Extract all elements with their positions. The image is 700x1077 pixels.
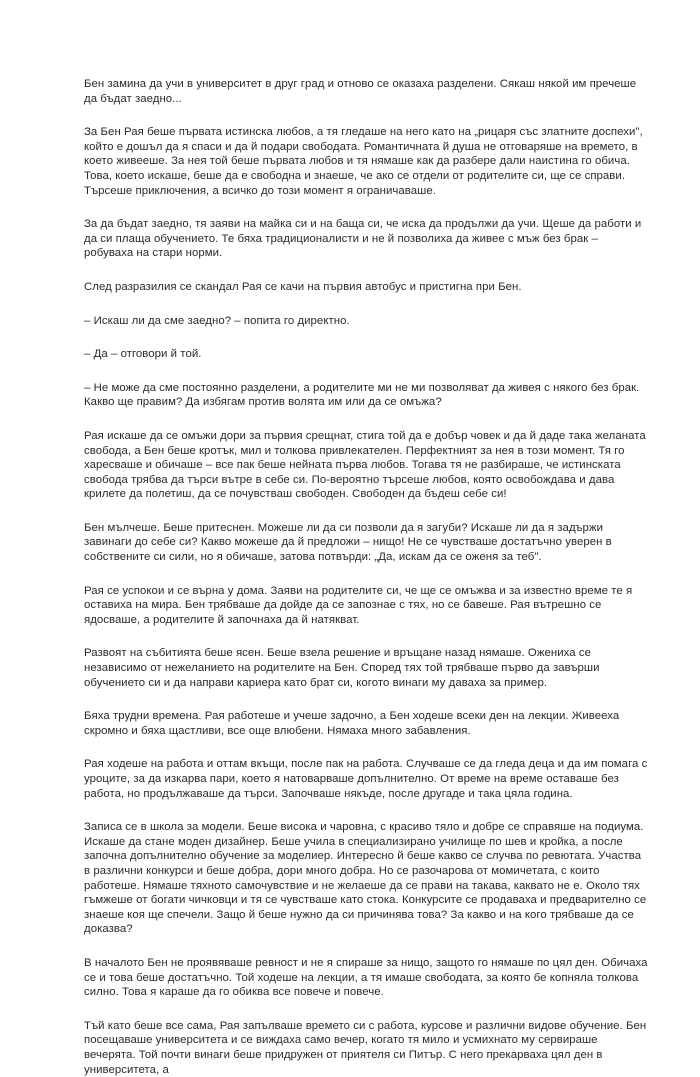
paragraph: За да бъдат заедно, тя заяви на майка си и на баща си, че иска да продължи да учи. Щеше да работи и да си плаща обучението. Те бяха традиционалисти и не й позволиха да живее с мъж без брак – робуваха на стари норми. — [84, 218, 642, 260]
paragraph: Рая се успокои и се върна у дома. Заяви на родителите си, че ще се омъжва и за известно време те я оставиха на мира. Бен трябваше да дойде да се запознае с тях, но се бавеше. Рая вътрешно се ядосваше, а родителите й започнаха да й натякват. — [84, 584, 633, 626]
paragraph: Рая ходеше на работа и оттам вкъщи, после пак на работа. Случваше се да гледа деца и да им помага с уроците, за да изкарва пари, което я натоварваше допълнително. От време на време оставаше без работа, но продължаваше да търси. Започваше някъде, после другаде и така цяла година. — [84, 758, 648, 800]
dialogue-line: – Не може да сме постоянно разделени, а родителите ми не ми позволяват да живея с някого без брак. Какво ще правим? Да избягам против волята им или да се омъжа? — [84, 381, 640, 409]
paragraph: Рая искаше да се омъжи дори за първия срещнат, стига той да е добър човек и да й даде така желаната свобода, а Бен беше кротък, мил и толкова привлекателен. Перфектният за нея в този момент. Тя го харесваше и обичаше – все пак беше нейната първа любов. Тогава тя не разбираше, че истинската свобода трябва да търси вътре в себе си. По-вероятно търсеше любов, която освобождава и дава крилете да полетиш, да се почувстваш свободен. Свободен да бъдеш себе си! — [84, 429, 646, 501]
paragraph: След разразилия се скандал Рая се качи на първия автобус и пристигна при Бен. — [84, 280, 522, 293]
dialogue-line: – Да – отговори й той. — [84, 348, 202, 361]
paragraph: Записа се в школа за модели. Беше висока и чаровна, с красиво тяло и добре се справяше на подиума. Искаше да стане моден дизайнер. Беше учила в специализирано училище по шев и кройка, а после започна допълнително обучение за моделиер. Интересно й беше какво се случва по ревютата. Участва в различни конкурси и беше добра, дори много добра. Но се разочарова от момичетата, с които работеше. Нямаше тяхното самочувствие и не желаеше да се прави на такава, каквато не е. Около тях гъмжеше от богати чичковци и тя се чувстваше като стока. Конкурсите се продаваха и предварително се знаеше коя ще спечели. Защо й беше нужно да си причинява това? За какво и на кого трябваше да се доказва? — [84, 821, 647, 936]
paragraph: В началото Бен не проявяваше ревност и не я спираше за нищо, защото го нямаше по цял ден. Обичаха се и това беше достатъчно. Той ходеше на лекции, а тя имаше свободата, за която бе копняла толкова силно. Това я караше да го обиква все повече и повече. — [84, 956, 648, 999]
paragraph: Бен замина да учи в университет в друг град и отново се оказаха разделени. Сякаш някой им пречеше да бъдат заедно... — [84, 78, 637, 105]
paragraph: Бен мълчеше. Беше притеснен. Можеше ли да си позволи да я загуби? Искаше ли да я задържи завинаги до себе си? Какво можеше да й предложи – нищо! Не се чувстваше достатъчно уверен в собствените си сили, но я обичаше, затова потвърди: „Да, искам да се оженя за теб". — [84, 521, 612, 564]
paragraph: Тъй като беше все сама, Рая запълваше времето си с работа, курсове и различни видове обучение. Бен посещаваше университета и се виждаха само вечер, когато тя мило и усмихнато му сервираше вечерята. Той почти винаги беше придружен от приятеля си Питър. С него прекарваха цял ден в университета, а — [84, 1019, 647, 1076]
dialogue-line: – Искаш ли да сме заедно? – попита го директно. — [84, 314, 350, 327]
paragraph: Развоят на събитията беше ясен. Беше взела решение и връщане назад нямаше. Ожениха се независимо от нежеланието на родителите на Бен. Според тях той трябваше първо да завърши обучението си и да направи кариера като брат си, когото винаги му даваха за пример. — [84, 647, 600, 689]
paragraph: За Бен Рая беше първата истинска любов, а тя гледаше на него като на „рицаря със златните доспехи", който е дошъл да я спаси и да й подари свободата. Романтичната й душа не отговаряше на времето, в което живееше. За нея той беше първата любов и тя нямаше как да разбере дали наистина го обича. Това, което искаше, беше да е свободна и знаеше, че ако се отдели от родителите си, ще се справи. Търсеше приключения, а всичко до този момент я ограничаваше. — [84, 126, 643, 197]
paragraph: Бяха трудни времена. Рая работеше и учеше задочно, а Бен ходеше всеки ден на лекции. Живееха скромно и бяха щастливи, все още влюбени. Нямаха много забавления. — [84, 710, 620, 737]
